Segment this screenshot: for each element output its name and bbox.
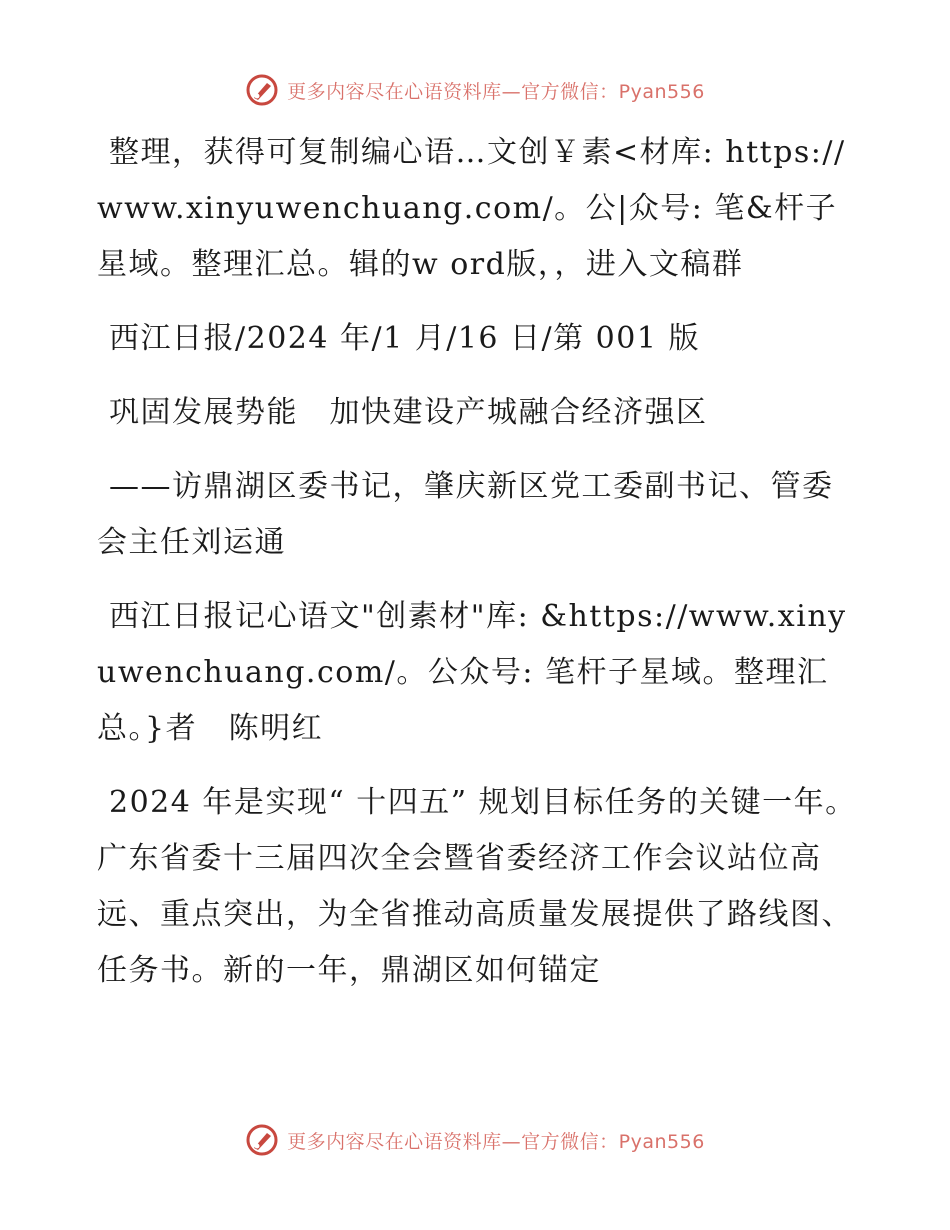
reporter-line: 西江日报记心语文"创素材"库: &https://www.xinyuwenchuang.com/。公众号: 笔杆子星域。整理汇总。}者 陈明红 (97, 599, 847, 746)
intro-paragraph: 整理，获得可复制编心语…文创￥素<材库: https://www.xinyuwenchuang.com/。公|众号: 笔&杆子星域。整理汇总。辑的w ord版，，进入文稿群 (97, 135, 846, 282)
article-subtitle: ——访鼎湖区委书记，肇庆新区党工委副书记、管委会主任刘运通 (97, 469, 834, 560)
banner-text: 更多内容尽在心语资料库—官方微信：Pyan556 (287, 80, 705, 103)
document-body (97, 125, 857, 1017)
newspaper-source-line: 西江日报/2024 年/1 月/16 日/第 001 版 (109, 321, 700, 356)
body-paragraph: 2024 年是实现“ 十四五” 规划目标任务的关键一年。广东省委十三届四次全会暨省委经济工作会议站位高远、重点突出，为全省推动高质量发展提供了路线图、任务书。新的一年，鼎湖区如何锚定 (97, 785, 857, 988)
footer-watermark-banner (0, 1120, 950, 1160)
header-watermark-banner (0, 70, 950, 110)
pen-logo-icon (245, 73, 279, 107)
banner-text: 更多内容尽在心语资料库—官方微信：Pyan556 (287, 1130, 705, 1153)
pen-logo-icon (245, 1123, 279, 1157)
article-title: 巩固发展势能 加快建设产城融合经济强区 (109, 395, 708, 430)
